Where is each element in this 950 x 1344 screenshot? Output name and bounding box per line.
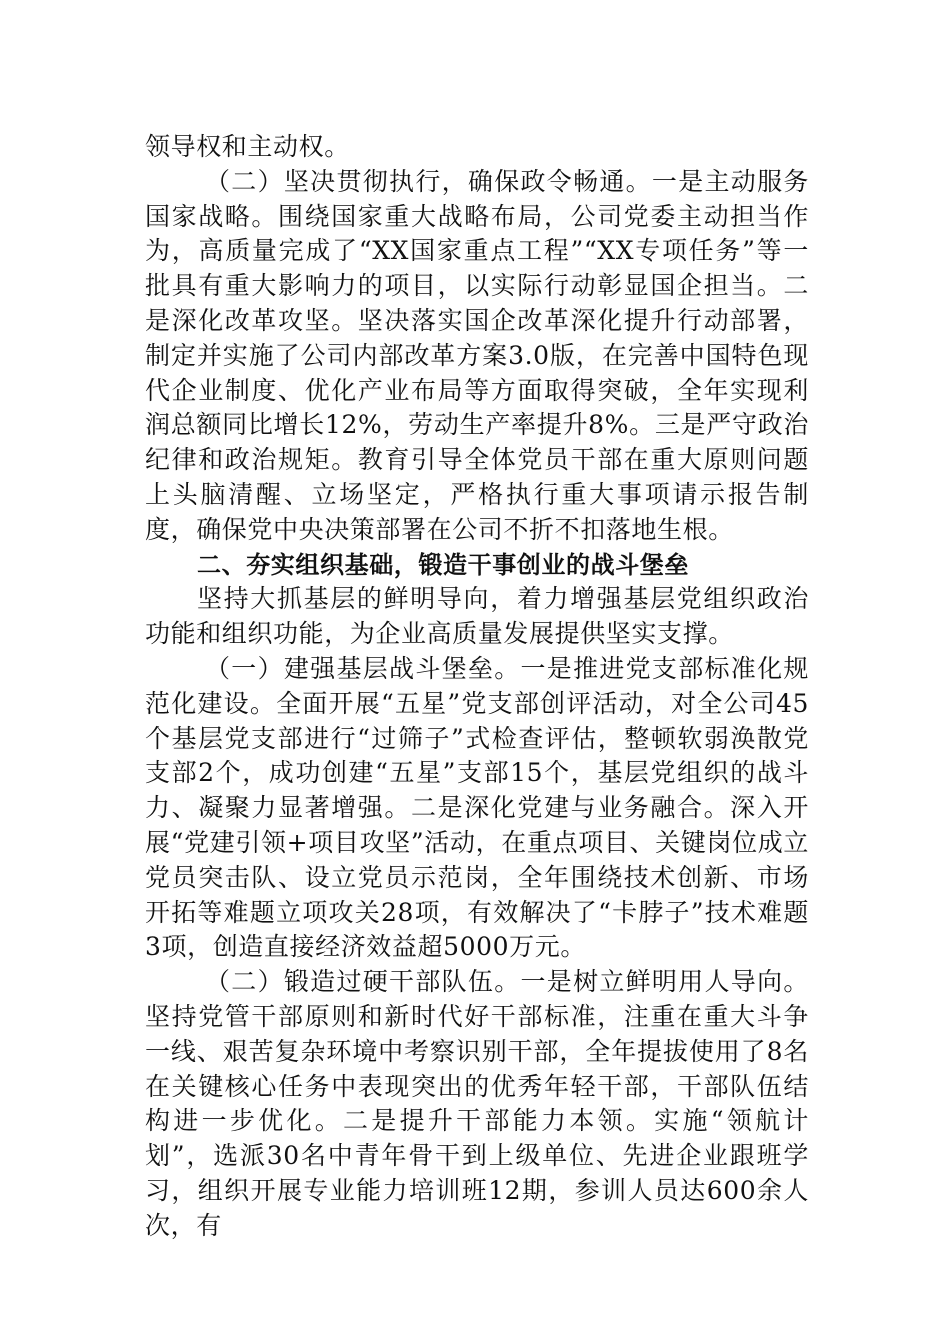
paragraph-continuation: 领导权和主动权。	[145, 132, 350, 161]
paragraph-section-1-2: （二）坚决贯彻执行，确保政令畅通。一是主动服务国家战略。围绕国家重大战略布局，公司党委主动担当作为，高质量完成了“XX国家重点工程”“XX专项任务”等一批具有重大影响力的项目，以实际行动彰显国企担当。二是深化改革攻坚。坚决落实国企改革深化提升行动部署，制定并实施了公司内部改革方案3.0版，在完善中国特色现代企业制度、优化产业布局等方面取得突破，全年实现利润总额同比增长12%，劳动生产率提升8%。三是严守政治纪律和政治规矩。教育引导全体党员干部在重大原则问题上头脑清醒、立场坚定，严格执行重大事项请示报告制度，确保党中央决策部署在公司不折不扣落地生根。	[145, 166, 809, 544]
paragraph-section-2-2: （二）锻造过硬干部队伍。一是树立鲜明用人导向。坚持党管干部原则和新时代好干部标准，注重在重大斗争一线、艰苦复杂环境中考察识别干部，全年提拔使用了8名在关键核心任务中表现突出的优秀年轻干部，干部队伍结构进一步优化。二是提升干部能力本领。实施“领航计划”，选派30名中青年骨干到上级单位、先进企业跟班学习，组织开展专业能力培训班12期，参训人员达600余人次，有	[145, 967, 809, 1240]
paragraph-section-2-intro: 坚持大抓基层的鲜明导向，着力增强基层党组织政治功能和组织功能，为企业高质量发展提供坚实支撑。	[145, 584, 809, 649]
document-body	[145, 130, 809, 1244]
section-heading-2: 二、夯实组织基础，锻造干事创业的战斗堡垒	[197, 550, 689, 579]
paragraph-section-2-1: （一）建强基层战斗堡垒。一是推进党支部标准化规范化建设。全面开展“五星”党支部创评活动，对全公司45个基层党支部进行“过筛子”式检查评估，整顿软弱涣散党支部2个，成功创建“五星”支部15个，基层党组织的战斗力、凝聚力显著增强。二是深化党建与业务融合。深入开展“党建引领+项目攻坚”活动，在重点项目、关键岗位成立党员突击队、设立党员示范岗，全年围绕技术创新、市场开拓等难题立项攻关28项，有效解决了“卡脖子”技术难题3项，创造直接经济效益超5000万元。	[145, 653, 809, 962]
